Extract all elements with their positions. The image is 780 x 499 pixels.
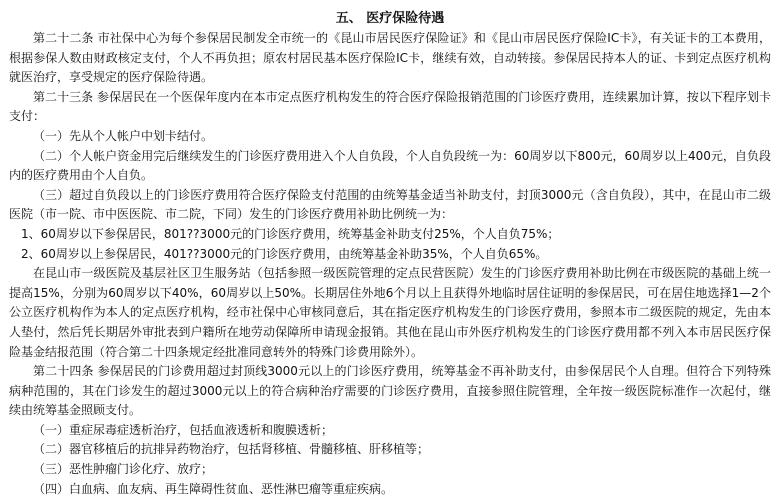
article-23-subitem-2: 2、60周岁以上参保居民，401??3000元的门诊医疗费用，由统筹基金补助35%，个人自负65%。 (21, 246, 548, 261)
article-23-item-3: （三）超过自负段以上的门诊医疗费用符合医疗保险支付范围的由统筹基金适当补助支付，封顶3000元（含自负段），其中，在昆山市二级医院（市一院、市中医医院、市二院，下同）发生的门诊医疗费用补助比例统一为： (9, 187, 771, 222)
grade-one-hospital-paragraph: 在昆山市一级医院及基层社区卫生服务站（包括参照一级医院管理的定点民营医院）发生的门诊医疗费用补助比例在市级医院的基础上统一提高15%，分别为60周岁以下40%，60周岁以上50%。长期居住外地6个月以上且获得外地临时居住证明的参保居民，可在居住地选择1—2个公立医疗机构作为本人的定点医疗机构，经市社保中心审核同意后，其在指定医疗机构发生的门诊医疗费用，参照本市二级医院的规定，先由本人垫付，然后凭长期居外审批表到户籍所在地劳动保障所申请现金报销。其他在昆山市外医疗机构发生的门诊医疗费用都不列入本市居民医疗保险基金结报范围（符合第二十四条规定经批准同意转外的特殊门诊费用除外）。 (9, 266, 771, 359)
article-23-item-1: （一）先从个人帐户中划卡结付。 (33, 128, 214, 143)
article-24-item-1: （一）重症尿毒症透析治疗，包括血液透析和腹膜透析； (33, 422, 334, 437)
article-23-subitem-1: 1、60周岁以下参保居民，801??3000元的门诊医疗费用，统筹基金补助支付25%，个人自负75%； (21, 226, 560, 241)
article-23-item-2: （二）个人帐户资金用完后继续发生的门诊医疗费用进入个人自负段，个人自负段统一为：60周岁以下800元，60周岁以上400元，自负段内的医疗费用由个人自负。 (9, 148, 771, 183)
article-24-item-4: （四）白血病、血友病、再生障碍性贫血、恶性淋巴瘤等重症疾病。 (33, 481, 394, 496)
section-title: 五、 医疗保险待遇 (335, 11, 445, 26)
article-22-paragraph: 第二十二条 市社保中心为每个参保居民制发全市统一的《昆山市居民医疗保险证》和《昆山市居民医疗保险IC卡》，有关证卡的工本费用，根据参保人数由财政核定支付，个人不再负担；原农村居民基本医疗保险IC卡，继续有效，自动转接。参保居民持本人的证、卡到定点医疗机构就医治疗，享受规定的医疗保险待遇。 (9, 31, 771, 85)
article-23-paragraph: 第二十三条 参保居民在一个医保年度内在本市定点医疗机构发生的符合医疗保险报销范围的门诊医疗费用，连续累加计算，按以下程序划卡支付： (9, 89, 771, 124)
article-24-item-2: （二）器官移植后的抗排异药物治疗，包括肾移植、骨髓移植、肝移植等； (33, 442, 430, 457)
article-24-paragraph: 第二十四条 参保居民的门诊费用超过封顶线3000元以上的门诊医疗费用，统筹基金不再补助支付，由参保居民个人自理。但符合下列特殊病种范围的，其在门诊发生的超过3000元以上的符合病种治疗需要的门诊医疗费用，直接参照住院管理，全年按一级医院标准作一次起付，继续由统筹基金照顾支付。 (9, 364, 771, 418)
article-24-item-3: （三）恶性肿瘤门诊化疗、放疗； (33, 462, 214, 477)
